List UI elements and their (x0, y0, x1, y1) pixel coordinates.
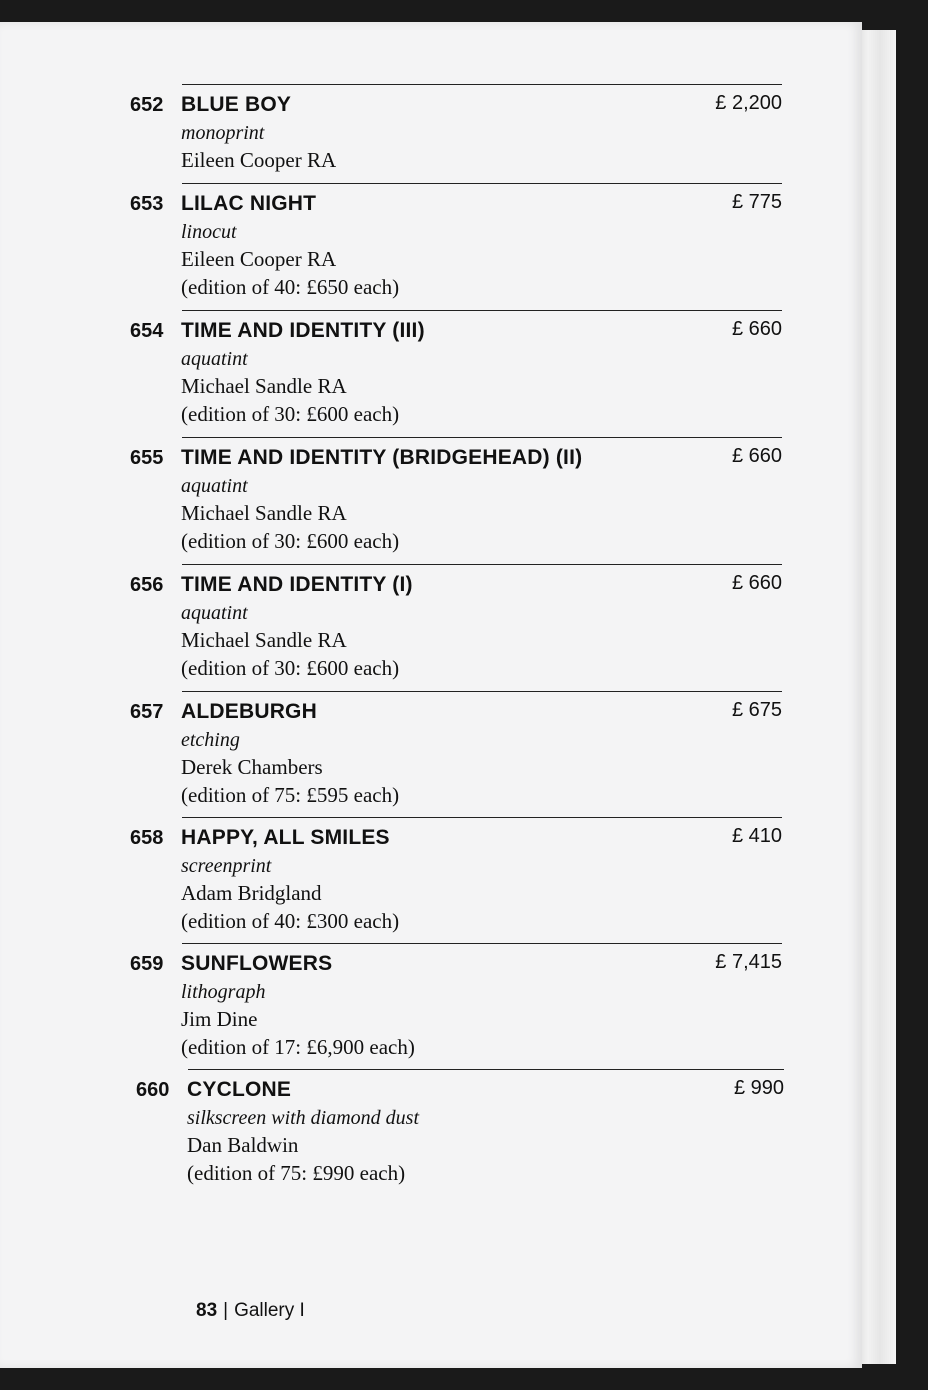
divider (182, 943, 782, 944)
catalogue-page (0, 22, 862, 1368)
catalogue-entry (136, 1069, 784, 1196)
entry-title: LILAC NIGHT (181, 192, 317, 215)
section-label: Gallery I (234, 1300, 305, 1321)
page-edge (856, 30, 896, 1364)
divider (182, 437, 782, 438)
entry-price: £ 660 (731, 318, 782, 340)
divider (182, 817, 782, 818)
entry-number: 658 (130, 827, 164, 849)
entry-title: ALDEBURGH (181, 700, 317, 723)
entry-price: £ 660 (731, 445, 782, 467)
entry-title: BLUE BOY (181, 93, 292, 116)
entry-price: £ 675 (731, 699, 782, 721)
catalogue-entry (130, 691, 782, 818)
entry-medium: silkscreen with diamond dust (187, 1107, 420, 1129)
entry-title: TIME AND IDENTITY (III) (181, 319, 425, 342)
entry-price: £ 660 (731, 572, 782, 594)
divider (182, 84, 782, 85)
entry-number: 652 (130, 94, 164, 116)
divider (182, 691, 782, 692)
entry-edition: (edition of 30: £600 each) (181, 656, 400, 680)
catalogue-entry (130, 943, 782, 1070)
page-footer (196, 1300, 305, 1322)
entry-edition: (edition of 40: £650 each) (181, 275, 400, 299)
catalogue-entry (130, 183, 782, 310)
entry-edition: (edition of 40: £300 each) (181, 909, 400, 933)
entry-edition: (edition of 17: £6,900 each) (181, 1035, 415, 1059)
entry-price: £ 410 (731, 825, 782, 847)
entry-artist: Dan Baldwin (187, 1133, 299, 1157)
entry-medium: etching (181, 729, 240, 751)
divider (182, 564, 782, 565)
entry-medium: linocut (181, 221, 237, 243)
entry-price: £ 775 (731, 191, 782, 213)
entry-edition: (edition of 75: £990 each) (187, 1161, 406, 1185)
entry-title: TIME AND IDENTITY (I) (181, 573, 413, 596)
entry-artist: Michael Sandle RA (181, 501, 347, 525)
catalogue-entry (130, 437, 782, 564)
catalogue-entry (130, 564, 782, 691)
catalogue-entry (130, 817, 782, 944)
entry-medium: monoprint (181, 122, 265, 144)
entry-artist: Adam Bridgland (181, 881, 322, 905)
footer-separator: | (223, 1300, 229, 1321)
divider (188, 1069, 784, 1070)
entry-medium: aquatint (181, 602, 248, 624)
divider (182, 310, 782, 311)
entry-artist: Michael Sandle RA (181, 374, 347, 398)
entry-number: 660 (136, 1079, 170, 1101)
entry-price: £ 990 (733, 1077, 784, 1099)
entry-number: 656 (130, 574, 164, 596)
entry-title: TIME AND IDENTITY (BRIDGEHEAD) (II) (181, 446, 583, 469)
entry-artist: Eileen Cooper RA (181, 247, 337, 271)
entry-number: 653 (130, 193, 164, 215)
entry-edition: (edition of 30: £600 each) (181, 529, 400, 553)
entry-edition: (edition of 30: £600 each) (181, 402, 400, 426)
page-number: 83 (196, 1300, 218, 1321)
entry-artist: Eileen Cooper RA (181, 148, 337, 172)
entry-artist: Michael Sandle RA (181, 628, 347, 652)
entry-number: 657 (130, 701, 164, 723)
entry-number: 654 (130, 320, 164, 342)
divider (182, 183, 782, 184)
entry-artist: Jim Dine (181, 1007, 258, 1031)
entry-number: 655 (130, 447, 164, 469)
entry-medium: aquatint (181, 348, 248, 370)
entry-medium: lithograph (181, 981, 266, 1003)
entry-title: CYCLONE (187, 1078, 292, 1101)
catalogue-entry (130, 310, 782, 437)
entry-number: 659 (130, 953, 164, 975)
entry-price: £ 2,200 (715, 92, 782, 114)
entry-price: £ 7,415 (715, 951, 782, 973)
entry-edition: (edition of 75: £595 each) (181, 783, 400, 807)
entry-medium: aquatint (181, 475, 248, 497)
entry-title: HAPPY, ALL SMILES (181, 826, 390, 849)
entry-medium: screenprint (181, 855, 272, 877)
entry-title: SUNFLOWERS (181, 952, 333, 975)
entry-artist: Derek Chambers (181, 755, 323, 779)
